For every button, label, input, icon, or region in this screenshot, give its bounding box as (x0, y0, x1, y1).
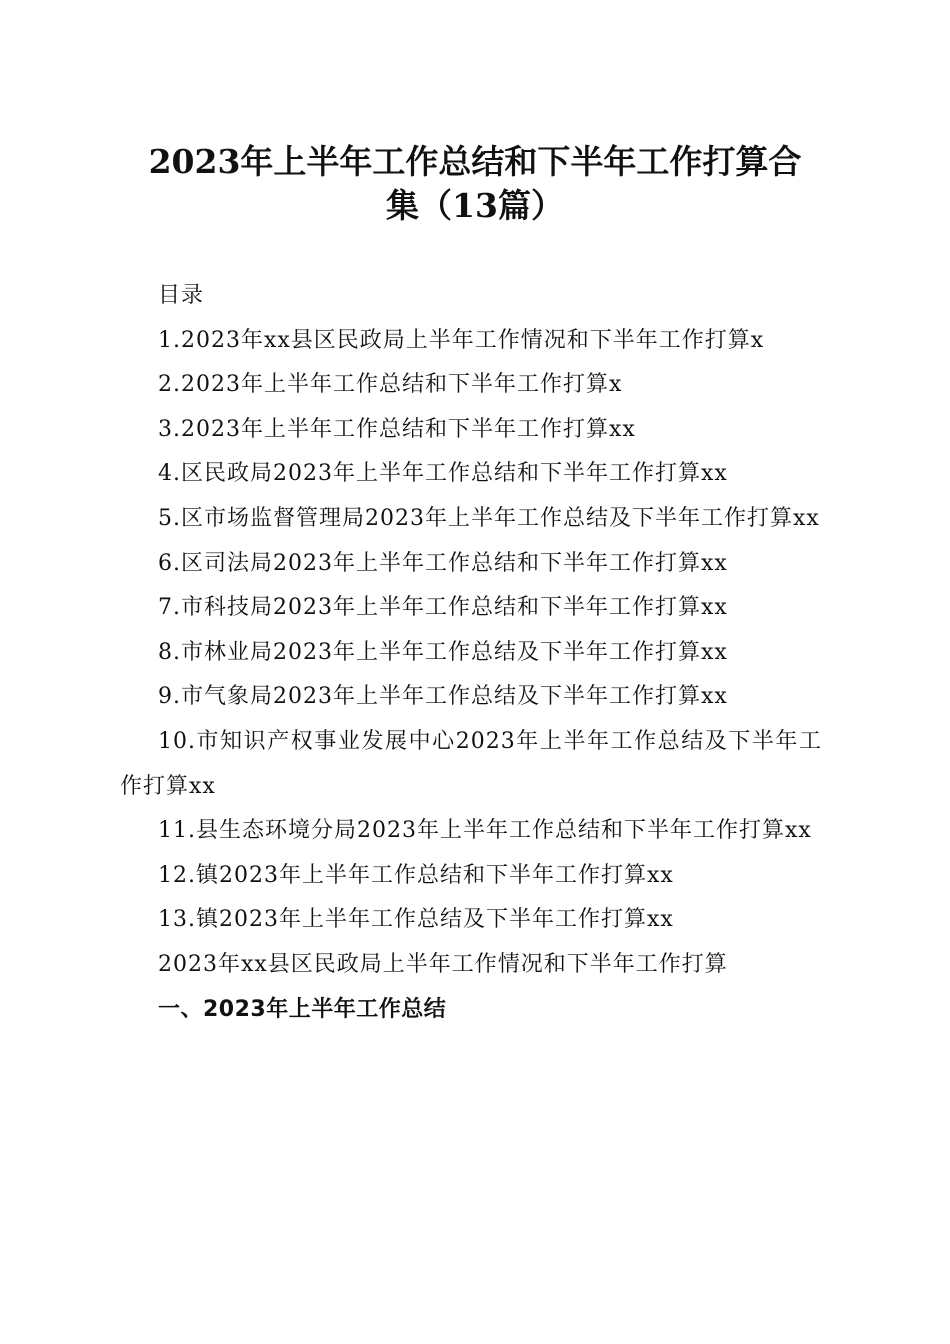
toc-item-3: 3.2023年上半年工作总结和下半年工作打算xx (158, 416, 636, 442)
document-body (120, 274, 822, 1032)
section-heading: 一、2023年上半年工作总结 (158, 996, 447, 1022)
toc-item-1: 1.2023年xx县区民政局上半年工作情况和下半年工作打算x (158, 327, 765, 353)
toc-heading: 目录 (158, 283, 205, 308)
article-title: 2023年xx县区民政局上半年工作情况和下半年工作打算 (158, 951, 728, 977)
toc-item-5: 5.区市场监督管理局2023年上半年工作总结及下半年工作打算xx (158, 505, 820, 531)
toc-item-11: 11.县生态环境分局2023年上半年工作总结和下半年工作打算xx (158, 818, 812, 844)
toc-item-10: 10.市知识产权事业发展中心2023年上半年工作总结及下半年工作打算xx (120, 728, 822, 799)
document-title-line-2: 集（13篇） (386, 186, 564, 225)
toc-item-9: 9.市气象局2023年上半年工作总结及下半年工作打算xx (158, 684, 728, 710)
toc-item-7: 7.市科技局2023年上半年工作总结和下半年工作打算xx (158, 595, 728, 621)
document-title-line-1: 2023年上半年工作总结和下半年工作打算合 (148, 142, 802, 181)
toc-item-8: 8.市林业局2023年上半年工作总结及下半年工作打算xx (158, 639, 728, 665)
toc-item-4: 4.区民政局2023年上半年工作总结和下半年工作打算xx (158, 461, 728, 487)
toc-item-6: 6.区司法局2023年上半年工作总结和下半年工作打算xx (158, 550, 728, 576)
toc-item-13: 13.镇2023年上半年工作总结及下半年工作打算xx (158, 907, 674, 933)
toc-item-2: 2.2023年上半年工作总结和下半年工作打算x (158, 372, 623, 398)
toc-item-12: 12.镇2023年上半年工作总结和下半年工作打算xx (158, 862, 674, 888)
